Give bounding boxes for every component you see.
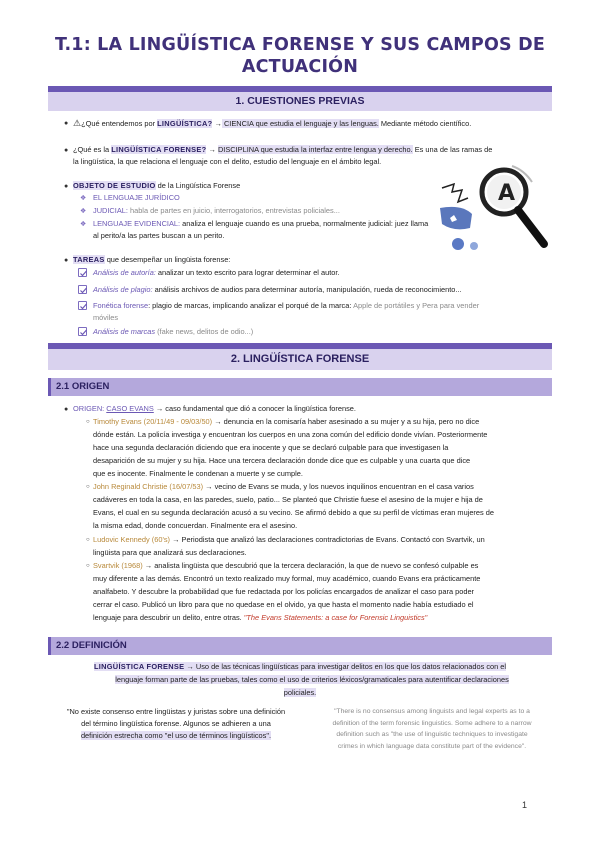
- definition-line-1: LINGÜÍSTICA FORENSE → Uso de las técnicas lingüísticas para investigar delitos en los que los datos relacionados con el: [93, 662, 507, 671]
- circle-bullet: ○: [86, 563, 90, 569]
- entry-evans-line-1: Timothy Evans (20/11/49 - 09/03/50) → denuncia en la comisaría haber asesinado a su mujer y a su hija, pero no dice: [93, 417, 480, 426]
- entry-evans-line-4: desaparición de su mujer y su hija. Hace una tercera declaración donde dice que es culpable y una cuarta que dice: [93, 456, 471, 465]
- bullet-linguistica-forense: ¿Qué es la LINGÜÍSTICA FORENSE? → DISCIPLINA que estudia la interfaz entre lengua y derecho. Es una de las ramas de: [73, 145, 493, 154]
- bullet-dot: ●: [64, 120, 69, 127]
- bullet-dot: ●: [64, 183, 69, 190]
- bullet-dot: ●: [64, 257, 69, 264]
- objeto-item-2: JUDICIAL: habla de partes en juicio, interrogatorios, entrevistas policiales...: [93, 206, 340, 215]
- entry-evans-line-2: dónde están. La policía investiga y encuentran los cuerpos en una zona común del edificio donde vivían. Posteriormente: [93, 430, 488, 439]
- section-heading-2: 2. LINGÜÍSTICA FORENSE: [48, 349, 552, 370]
- tarea-3: Fonética forense: plagio de marcas, implicando analizar el porqué de la marca: Apple de portátiles y Pera para vender: [93, 301, 480, 310]
- tarea-4: Análisis de marcas (fake news, delitos de odio...): [93, 327, 254, 336]
- quote-es: "No existe consenso entre lingüistas y juristas sobre una definición del término lingüística forense. Algunos se adhieren a una definición estrecha como "el uso de términos lingüísticos".: [66, 707, 286, 740]
- circle-bullet: ○: [86, 484, 90, 490]
- circle-bullet: ○: [86, 537, 90, 543]
- section-heading-1: 1. CUESTIONES PREVIAS: [48, 92, 552, 111]
- checkbox-icon: [78, 268, 87, 277]
- entry-evans-line-3: hace una segunda declaración diciendo que era inocente y que se declaró culpable para que investigasen la: [93, 443, 449, 452]
- bullet-linguistica-forense-cont: la lingüística, la que relaciona el lenguaje con el delito, estudio del lenguaje en el ámbito legal.: [73, 157, 382, 166]
- definition-line-3: policiales.: [283, 688, 317, 697]
- entry-svartvik-line-5: lenguaje para descubrir un delito, entre otras. "The Evans Statements: a case for Forensic Linguistics": [93, 613, 428, 622]
- entry-svartvik-line-1: Svartvik (1968) → analista lingüista que descubrió que la tercera declaración, la que de nuevo se confesó culpable es: [93, 561, 479, 570]
- checkbox-icon: [78, 301, 87, 310]
- checkbox-icon: [78, 327, 87, 336]
- origen-line: ORIGEN: CASO EVANS → caso fundamental que dió a conocer la lingüística forense.: [73, 404, 356, 413]
- checkbox-icon: [78, 285, 87, 294]
- entry-christie-line-2: cadáveres en toda la casa, en las paredes, suelo, patio... Se planteó que Christie fuese el asesino de la mujer e hija de: [93, 495, 483, 504]
- subsection-heading-definicion: 2.2 DEFINICIÓN: [48, 637, 552, 655]
- objeto-item-3-cont: al perito/a las partes buscan a un perito.: [93, 231, 225, 240]
- bullet-linguistica: ⚠¿Qué entendemos por LINGÜÍSTICA? → CIENCIA que estudia el lenguaje y las lenguas. Mediante método científico.: [73, 118, 472, 128]
- objeto-estudio: OBJETO DE ESTUDIO de la Lingüística Forense: [73, 181, 241, 190]
- entry-christie-line-3: Evans, el cual en su segunda declaración acusó a su vecino. Se afirmó debido a que su perfil de víctimas eran mujeres de: [93, 508, 494, 517]
- tarea-2: Análisis de plagio: análisis archivos de audios para determinar autoría, manipulación, rueda de reconocimiento...: [93, 285, 462, 294]
- page-title: T.1: LA LINGÜÍSTICA FORENSE Y SUS CAMPOS DE ACTUACIÓN: [54, 35, 546, 77]
- objeto-item-3: LENGUAJE EVIDENCIAL: analiza el lenguaje cuando es una prueba, normalmente judicial: juez llama: [93, 219, 429, 228]
- tarea-1: Análisis de autoría: analizar un texto escrito para lograr determinar el autor.: [93, 268, 340, 277]
- diamond-bullet-icon: ❖: [80, 195, 87, 202]
- warning-icon: ⚠: [73, 118, 82, 128]
- tareas: TAREAS que desempeñar un lingüista forense:: [73, 255, 231, 264]
- circle-bullet: ○: [86, 419, 90, 425]
- entry-evans-line-5: que es inocente. Finalmente le condenan a muerte y se cumple.: [93, 469, 303, 478]
- svg-text:A: A: [498, 181, 516, 206]
- quote-en: "There is no consensus among linguists and legal experts as to a definition of the term forensic linguistics. Some adhere to a narrow definition such as "the use of linguistic techniques to investigate crimes in which language data constitute part of the evidence".: [332, 708, 532, 750]
- diamond-bullet-icon: ❖: [80, 221, 87, 228]
- tarea-3-cont: móviles: [93, 313, 119, 322]
- bullet-dot: ●: [64, 406, 69, 413]
- entry-svartvik-line-2: muy diferente a las demás. Encontró un texto realizado muy formal, muy académico, cuando Evans era prácticamente: [93, 574, 481, 583]
- objeto-item-1: EL LENGUAJE JURÍDICO: [93, 193, 180, 202]
- bullet-dot: ●: [64, 147, 69, 154]
- entry-svartvik-line-4: cerrar el caso. Publicó un libro para que no quedase en el olvido, ya que hasta el momento nadie había estudiado el: [93, 600, 474, 609]
- entry-christie-line-4: la misma edad, donde concuerdan. Finalmente era el asesino.: [93, 521, 298, 530]
- entry-christie-line-1: John Reginald Christie (16/07/53) → vecino de Evans se muda, y los nuevos inquilinos encuentran en el casa varios: [93, 482, 474, 491]
- entry-kennedy-line-2: lingüista para que analizará sus declaraciones.: [93, 548, 247, 557]
- entry-svartvik-line-3: analfabeto. Y descubre la probabilidad que fue redactada por los policías encargados de analizar el caso para poder: [93, 587, 475, 596]
- definition-line-2: lenguaje forman parte de las pruebas, tales como el uso de criterios léxicos/gramaticales para autentificar declaraciones: [115, 675, 509, 684]
- entry-kennedy-line-1: Ludovic Kennedy (60's) → Periodista que analizó las declaraciones contradictorias de Evans. Contactó con Svartvik, un: [93, 535, 485, 544]
- subsection-heading-origen: 2.1 ORIGEN: [48, 378, 552, 396]
- magnifier-illustration: [432, 158, 552, 254]
- page-number: 1: [522, 800, 528, 810]
- diamond-bullet-icon: ❖: [80, 208, 87, 215]
